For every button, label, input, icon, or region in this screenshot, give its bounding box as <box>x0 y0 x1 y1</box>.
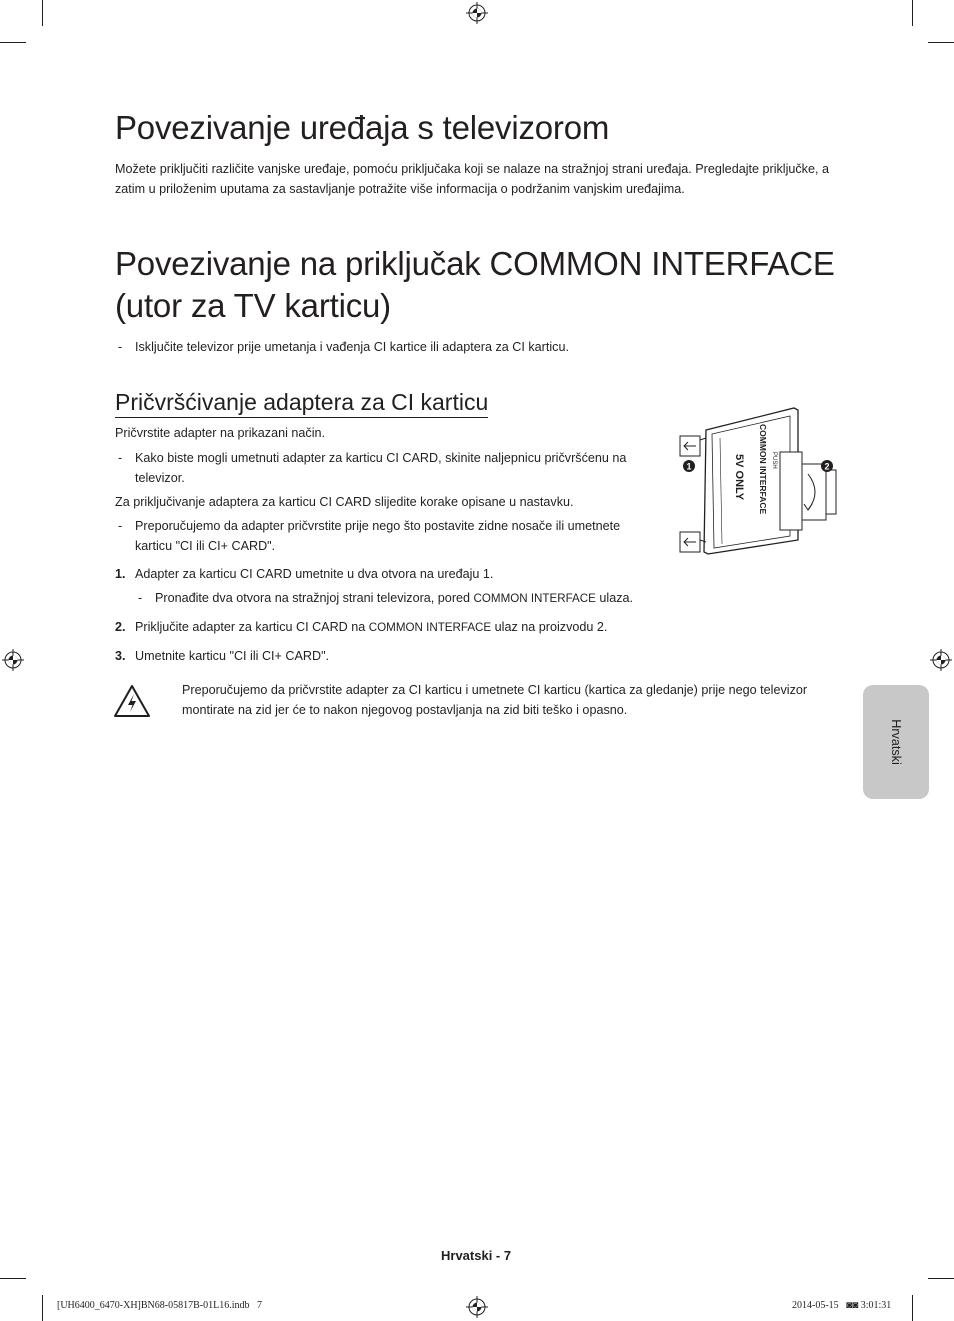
section-title-line2: (utor za TV karticu) <box>115 287 391 324</box>
paragraph: Pričvrstite adapter na prikazani način. <box>115 426 325 440</box>
step-item <box>115 647 675 667</box>
sub-note-item <box>138 589 698 609</box>
paragraph: Za priključivanje adaptera za karticu CI CARD slijedite korake opisane u nastavku. <box>115 495 574 509</box>
dash-bullet: - <box>118 519 123 533</box>
dash-bullet: - <box>138 591 143 605</box>
registration-mark-icon <box>930 649 952 671</box>
crop-mark <box>42 0 43 26</box>
step-item <box>115 565 675 585</box>
subsection-title: Pričvršćivanje adaptera za CI karticu <box>115 387 488 418</box>
text-part: ulaz na proizvodu 2. <box>491 620 608 634</box>
section-title-line1: Povezivanje na priključak COMMON INTERFACE <box>115 245 835 282</box>
intro-paragraph: Možete priključiti različite vanjske uređaje, pomoću priključaka koji se nalaze na stražnjoj strani uređaja. Pregledajte priključke, a zatim u priloženim uputama za sastavljanje potražite više informacija o podržanim vanjskim uređajima. <box>115 162 829 196</box>
note-item <box>118 449 658 488</box>
dash-bullet: - <box>118 340 123 354</box>
keyword: COMMON INTERFACE <box>368 621 492 634</box>
language-tab-label: Hrvatski <box>889 719 903 765</box>
step-text <box>135 620 607 634</box>
imprint-right: 2014-05-15 ◙◙ 3:01:31 <box>792 1300 892 1311</box>
push-label: PUSH <box>771 452 777 469</box>
dash-bullet: - <box>118 451 123 465</box>
imprint-left: [UH6400_6470-XH]BN68-05817B-01L16.indb 7 <box>57 1300 262 1311</box>
text-part: Priključite adapter za karticu CI CARD na <box>135 620 369 634</box>
page-number: Hrvatski - 7 <box>441 1248 512 1263</box>
text-part: Pronađite dva otvora na stražnjoj strani televizora, pored <box>155 591 474 605</box>
step-number: 2. <box>115 620 126 634</box>
registration-mark-icon <box>466 1296 488 1318</box>
crop-mark <box>912 0 913 26</box>
keyword: COMMON INTERFACE <box>473 592 596 605</box>
text-part: ulaza. <box>595 591 634 605</box>
common-interface-label: COMMON INTERFACE <box>758 424 768 515</box>
step-text: Adapter za karticu CI CARD umetnite u dva otvora na uređaju 1. <box>135 567 494 581</box>
note-text: Kako biste mogli umetnuti adapter za karticu CI CARD, skinite naljepnicu pričvršćenu na televizor. <box>135 451 627 485</box>
five-volt-label: 5V ONLY <box>733 454 745 501</box>
registration-mark-icon <box>2 649 24 671</box>
registration-mark-icon <box>466 2 488 24</box>
section-note-text: Isključite televizor prije umetanja i vađenja CI kartice ili adaptera za CI karticu. <box>135 340 569 354</box>
marker-2: 2 <box>824 461 830 472</box>
crop-mark <box>0 1278 26 1279</box>
crop-mark <box>928 42 954 43</box>
crop-mark <box>42 1295 43 1321</box>
sub-note-text <box>155 591 633 605</box>
section-note <box>118 338 818 358</box>
warning-text: Preporučujemo da pričvrstite adapter za CI karticu i umetnete CI karticu (kartica za gledanje) prije nego televizor montirate na zid jer će to nakon njegovog postavljanja na zid biti teško i opasno. <box>182 683 808 717</box>
note-text: Preporučujemo da adapter pričvrstite prije nego što postavite zidne nosače ili umetnete karticu "CI ili CI+ CARD". <box>135 519 621 553</box>
step-text: Umetnite karticu "CI ili CI+ CARD". <box>135 649 330 663</box>
ci-adapter-diagram <box>676 404 842 558</box>
step-number: 1. <box>115 567 126 581</box>
marker-1: 1 <box>686 461 692 472</box>
crop-mark <box>928 1278 954 1279</box>
page-title: Povezivanje uređaja s televizorom <box>115 109 610 146</box>
crop-mark <box>912 1295 913 1321</box>
step-number: 3. <box>115 649 126 663</box>
step-item <box>115 618 675 638</box>
crop-mark <box>0 42 26 43</box>
warning-icon <box>113 684 151 718</box>
note-item <box>118 517 658 556</box>
language-tab <box>863 685 929 799</box>
